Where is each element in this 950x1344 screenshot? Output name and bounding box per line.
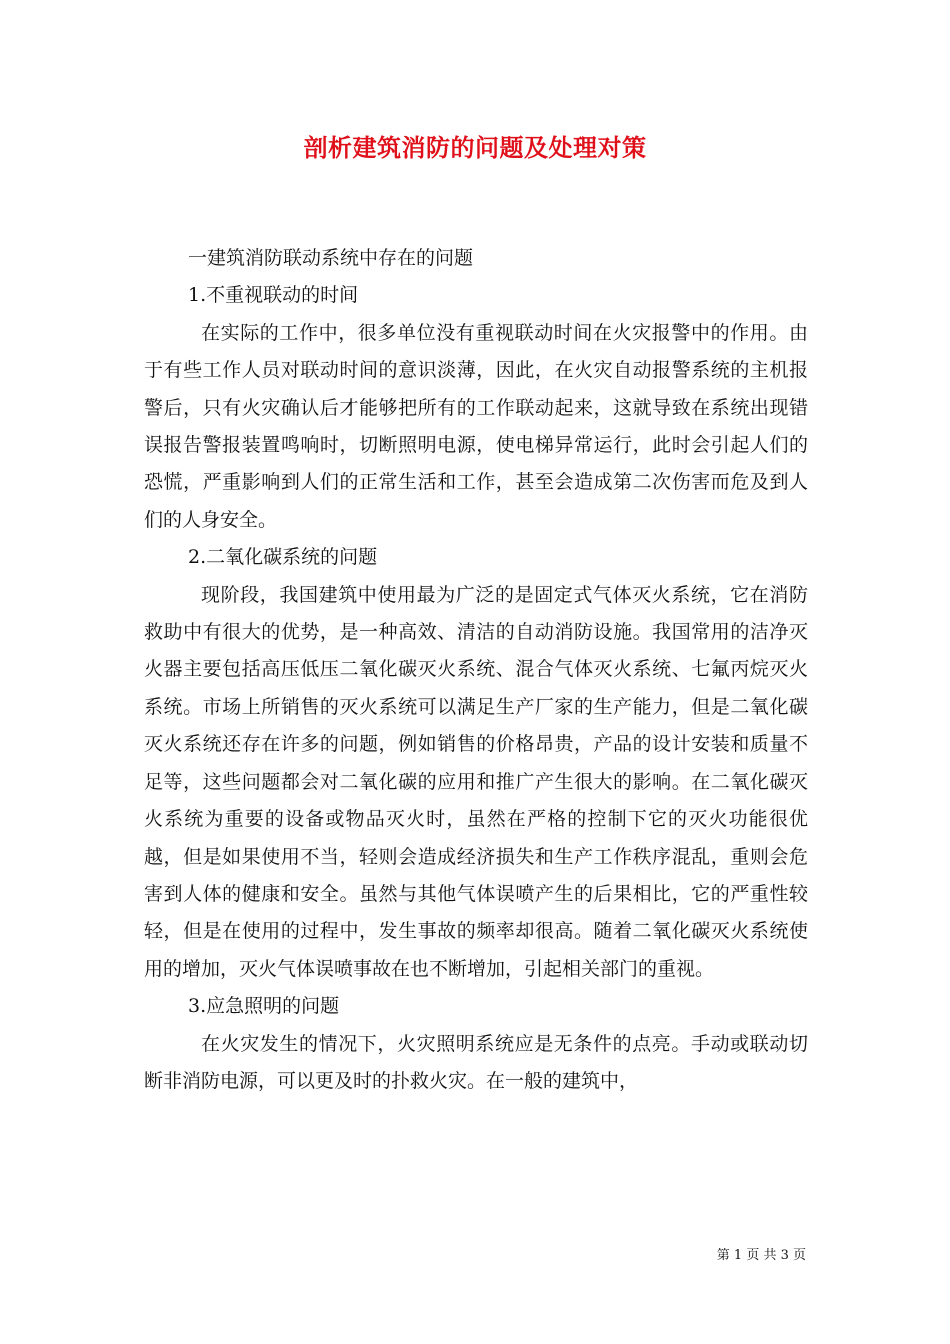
subsection-heading-3: 3.应急照明的问题: [188, 995, 340, 1018]
subsection-heading-2: 2.二氧化碳系统的问题: [188, 546, 378, 569]
paragraph-3: 在火灾发生的情况下，火灾照明系统应是无条件的点亮。手动或联动切断非消防电源，可以更及时的扑救火灾。在一般的建筑中，: [144, 1032, 808, 1092]
section-heading: 一建筑消防联动系统中存在的问题: [188, 247, 474, 269]
document-body: [144, 240, 808, 1100]
document-title: 剖析建筑消防的问题及处理对策: [303, 133, 647, 162]
paragraph-2: 现阶段，我国建筑中使用最为广泛的是固定式气体灭火系统，它在消防救助中有很大的优势，是一种高效、清洁的自动消防设施。我国常用的洁净灭火器主要包括高压低压二氧化碳灭火系统、混合气体灭火系统、七氟丙烷灭火系统。市场上所销售的灭火系统可以满足生产厂家的生产能力，但是二氧化碳灭火系统还存在许多的问题，例如销售的价格昂贵，产品的设计安装和质量不足等，这些问题都会对二氧化碳的应用和推广产生很大的影响。在二氧化碳灭火系统为重要的设备或物品灭火时，虽然在严格的控制下它的灭火功能很优越，但是如果使用不当，轻则会造成经济损失和生产工作秩序混乱，重则会危害到人体的健康和安全。虽然与其他气体误喷产生的后果相比，它的严重性较轻，但是在使用的过程中，发生事故的频率却很高。随着二氧化碳灭火系统使用的增加，灭火气体误喷事故在也不断增加，引起相关部门的重视。: [144, 583, 808, 980]
subsection-heading-1: 1.不重视联动的时间: [188, 284, 359, 307]
paragraph-1: 在实际的工作中，很多单位没有重视联动时间在火灾报警中的作用。由于有些工作人员对联动时间的意识淡薄，因此，在火灾自动报警系统的主机报警后，只有火灾确认后才能够把所有的工作联动起来，这就导致在系统出现错误报告警报装置鸣响时，切断照明电源，使电梯异常运行，此时会引起人们的恐慌，严重影响到人们的正常生活和工作，甚至会造成第二次伤害而危及到人们的人身安全。: [144, 321, 808, 531]
page-number-footer: 第 1 页 共 3 页: [716, 1248, 806, 1263]
